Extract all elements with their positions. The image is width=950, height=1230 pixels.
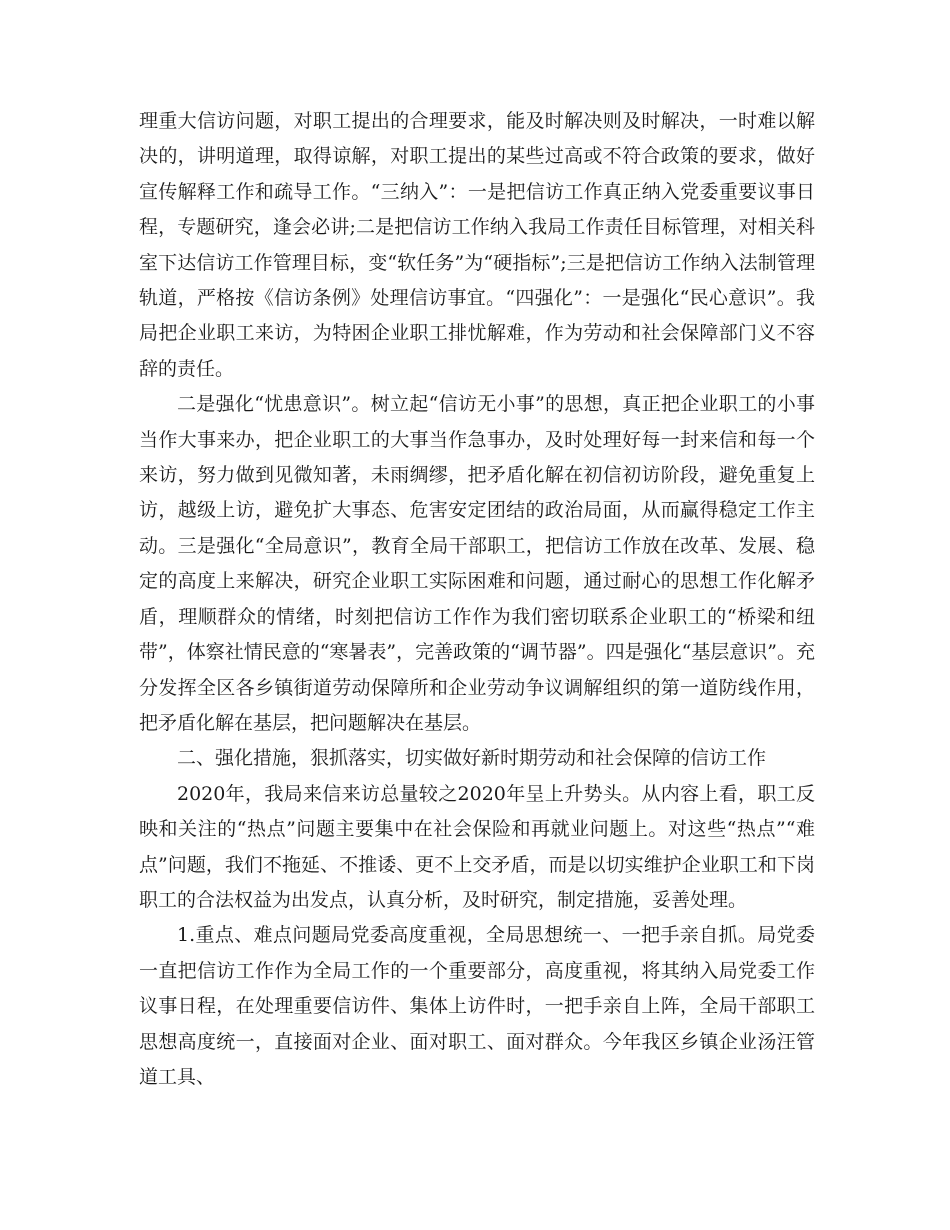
section-heading: 二、强化措施，狠抓落实，切实做好新时期劳动和社会保障的信访工作 xyxy=(177,747,767,770)
paragraph-1: 理重大信访问题，对职工提出的合理要求，能及时解决则及时解决，一时难以解决的，讲明道理，取得谅解，对职工提出的某些过高或不符合政策的要求，做好宣传解释工作和疏导工作。“三纳入”：一是把信访工作真正纳入党委重要议事日程，专题研究，逢会必讲;二是把信访工作纳入我局工作责任目标管理，对相关科室下达信访工作管理目标，变“软任务”为“硬指标”;三是把信访工作纳入法制管理轨道，严格按《信访条例》处理信访事宜。“四强化”：一是强化“民心意识”。我局把企业职工来访，为特困企业职工排忧解难，作为劳动和社会保障部门义不容辞的责任。 xyxy=(139,110,815,380)
document-body xyxy=(139,104,815,1095)
paragraph-4: 1.重点、难点问题局党委高度重视，全局思想统一、一把手亲自抓。局党委一直把信访工作作为全局工作的一个重要部分，高度重视，将其纳入局党委工作议事日程，在处理重要信访件、集体上访件时，一把手亲自上阵，全局干部职工思想高度统一，直接面对企业、面对职工、面对群众。今年我区乡镇企业汤汪管道工具、 xyxy=(139,924,815,1088)
paragraph-3: 2020年，我局来信来访总量较之2020年呈上升势头。从内容上看，职工反映和关注的“热点”问题主要集中在社会保险和再就业问题上。对这些“热点”“难点”问题，我们不拖延、不推诿、更不上交矛盾，而是以切实维护企业职工和下岗职工的合法权益为出发点，认真分析，及时研究，制定措施，妥善处理。 xyxy=(139,782,815,911)
paragraph-2: 二是强化“忧患意识”。树立起“信访无小事”的思想，真正把企业职工的小事当作大事来办，把企业职工的大事当作急事办，及时处理好每一封来信和每一个来访，努力做到见微知著，未雨绸缪，把矛盾化解在初信初访阶段，避免重复上访，越级上访，避免扩大事态、危害安定团结的政治局面，从而赢得稳定工作主动。三是强化“全局意识”，教育全局干部职工，把信访工作放在改革、发展、稳定的高度上来解决，研究企业职工实际困难和问题，通过耐心的思想工作化解矛盾，理顺群众的情绪，时刻把信访工作作为我们密切联系企业职工的“桥梁和纽带”，体察社情民意的“寒暑表”，完善政策的“调节器”。四是强化“基层意识”。充分发挥全区各乡镇街道劳动保障所和企业劳动争议调解组织的第一道防线作用，把矛盾化解在基层，把问题解决在基层。 xyxy=(139,393,815,734)
